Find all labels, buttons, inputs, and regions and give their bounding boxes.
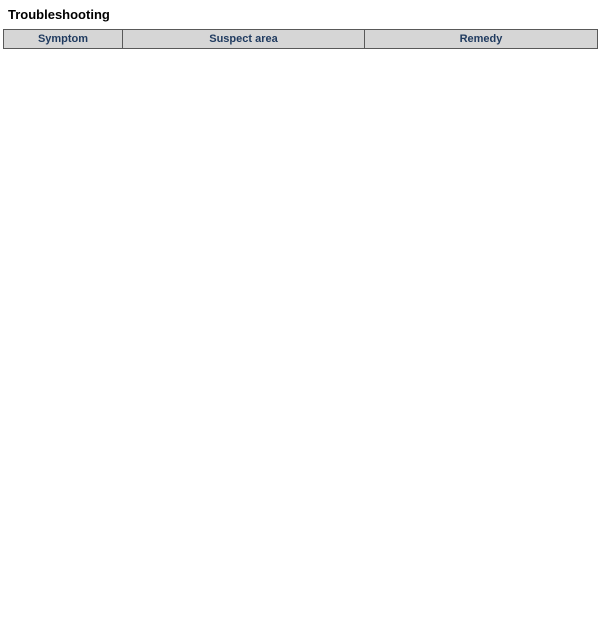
page-title: Troubleshooting xyxy=(8,7,110,22)
column-header-suspect-area: Suspect area xyxy=(123,30,365,49)
troubleshooting-table xyxy=(3,29,598,49)
column-header-remedy: Remedy xyxy=(365,30,598,49)
column-header-symptom: Symptom xyxy=(4,30,123,49)
manual-page xyxy=(0,0,600,49)
table-header-row xyxy=(4,30,598,49)
